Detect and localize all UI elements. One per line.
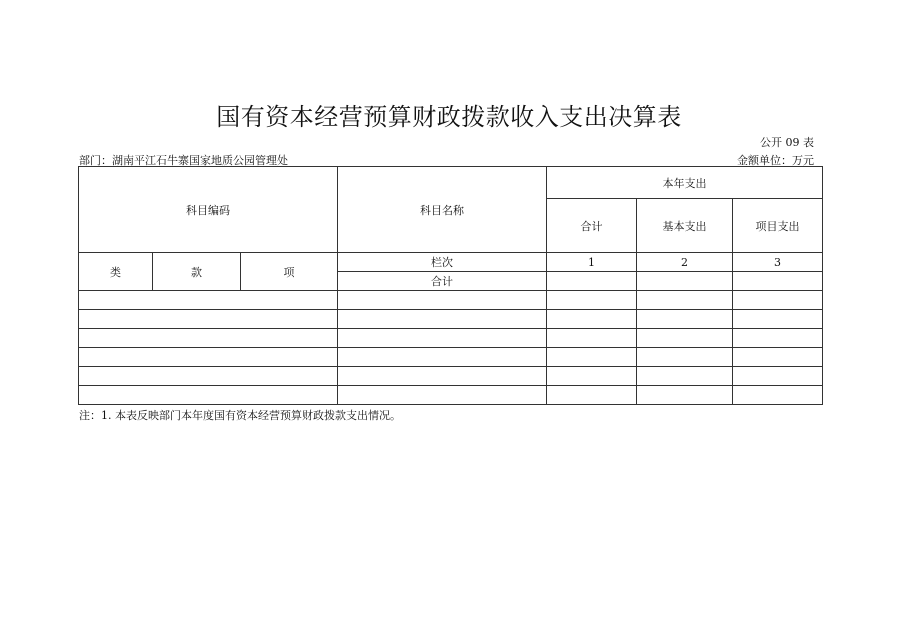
index-row xyxy=(79,253,823,272)
index-col-1: 1 xyxy=(547,253,637,272)
index-label: 栏次 xyxy=(338,253,547,272)
table-cell xyxy=(547,367,637,386)
total-cell xyxy=(733,272,823,291)
table-cell xyxy=(547,329,637,348)
table-cell xyxy=(637,348,733,367)
table-cell xyxy=(547,310,637,329)
header-basic: 基本支出 xyxy=(637,199,733,253)
table-cell xyxy=(733,386,823,405)
table-row xyxy=(79,367,823,386)
header-subject-name: 科目名称 xyxy=(338,167,547,253)
table-cell xyxy=(637,310,733,329)
table-row xyxy=(79,348,823,367)
table-cell xyxy=(547,291,637,310)
footnote: 注：1. 本表反映部门本年度国有资本经营预算财政拨款支出情况。 xyxy=(79,409,401,422)
table-cell xyxy=(733,310,823,329)
table-cell xyxy=(79,329,338,348)
subheader-section: 款 xyxy=(153,253,241,291)
index-col-3: 3 xyxy=(733,253,823,272)
table-cell xyxy=(733,291,823,310)
table-cell xyxy=(733,348,823,367)
table-cell xyxy=(79,291,338,310)
table-row xyxy=(79,310,823,329)
header-subject-code: 科目编码 xyxy=(79,167,338,253)
table-row xyxy=(79,329,823,348)
table-cell xyxy=(637,291,733,310)
table-cell xyxy=(79,348,338,367)
header-this-year: 本年支出 xyxy=(547,167,823,199)
header-project: 项目支出 xyxy=(733,199,823,253)
expenditure-table xyxy=(78,166,823,405)
table-cell xyxy=(637,367,733,386)
subheader-class: 类 xyxy=(79,253,153,291)
table-cell xyxy=(547,386,637,405)
header-total: 合计 xyxy=(547,199,637,253)
total-cell xyxy=(547,272,637,291)
table-cell xyxy=(637,329,733,348)
table-cell xyxy=(547,348,637,367)
form-number: 公开 09 表 xyxy=(760,136,814,149)
table-cell xyxy=(338,329,547,348)
table-cell xyxy=(338,386,547,405)
table-cell xyxy=(733,329,823,348)
subheader-item: 项 xyxy=(241,253,338,291)
department-label: 部门：湖南平江石牛寨国家地质公园管理处 xyxy=(79,154,288,167)
table-cell xyxy=(637,386,733,405)
table-cell xyxy=(338,367,547,386)
table-cell xyxy=(79,386,338,405)
table-cell xyxy=(338,310,547,329)
table-cell xyxy=(338,348,547,367)
total-label: 合计 xyxy=(338,272,547,291)
header-row-1 xyxy=(79,167,823,199)
table-cell xyxy=(733,367,823,386)
table-cell xyxy=(79,310,338,329)
table-cell xyxy=(338,291,547,310)
table-row xyxy=(79,291,823,310)
table-cell xyxy=(79,367,338,386)
unit-label: 金额单位：万元 xyxy=(737,154,814,167)
index-col-2: 2 xyxy=(637,253,733,272)
total-cell xyxy=(637,272,733,291)
page-title: 国有资本经营预算财政拨款收入支出决算表 xyxy=(216,103,682,131)
table-row xyxy=(79,386,823,405)
